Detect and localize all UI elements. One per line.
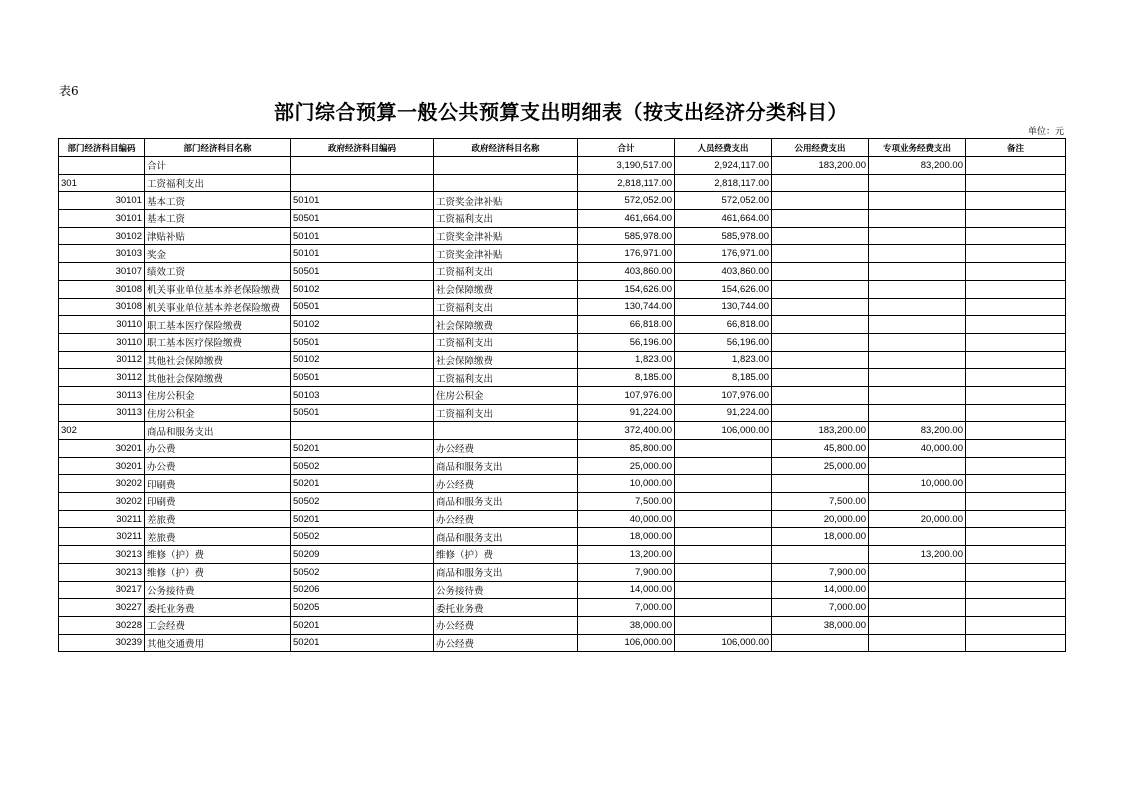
- header-note: 备注: [966, 139, 1066, 157]
- table-row: [59, 316, 1066, 334]
- header-dept-code: 部门经济科目编码: [59, 139, 145, 157]
- cell-special: 83,200.00: [869, 157, 966, 175]
- cell-dept-name: 基本工资: [145, 192, 291, 210]
- cell-dept-code: [59, 157, 145, 175]
- cell-gov-code: 50501: [291, 369, 434, 387]
- cell-gov-name: 工资福利支出: [434, 404, 578, 422]
- cell-special: [869, 563, 966, 581]
- cell-gov-name: 工资奖金津补贴: [434, 227, 578, 245]
- cell-gov-name: 办公经费: [434, 475, 578, 493]
- cell-special: [869, 280, 966, 298]
- cell-personnel: [675, 493, 772, 511]
- cell-dept-name: 职工基本医疗保险缴费: [145, 333, 291, 351]
- table-row: [59, 280, 1066, 298]
- cell-personnel: [675, 528, 772, 546]
- cell-dept-name: 差旅费: [145, 528, 291, 546]
- table-row: [59, 245, 1066, 263]
- cell-dept-code: 30110: [59, 316, 145, 334]
- cell-public: [772, 316, 869, 334]
- cell-special: [869, 316, 966, 334]
- table-row: [59, 616, 1066, 634]
- cell-personnel: 106,000.00: [675, 422, 772, 440]
- cell-gov-code: 50502: [291, 493, 434, 511]
- header-gov-code: 政府经济科目编码: [291, 139, 434, 157]
- cell-dept-name: 基本工资: [145, 210, 291, 228]
- cell-gov-name: 办公经费: [434, 634, 578, 652]
- header-special: 专项业务经费支出: [869, 139, 966, 157]
- cell-dept-name: 维修（护）费: [145, 546, 291, 564]
- cell-special: [869, 263, 966, 281]
- cell-gov-name: 工资奖金津补贴: [434, 245, 578, 263]
- table-row: [59, 510, 1066, 528]
- cell-public: [772, 263, 869, 281]
- cell-dept-code: 30112: [59, 351, 145, 369]
- table-row: [59, 174, 1066, 192]
- cell-personnel: 107,976.00: [675, 386, 772, 404]
- cell-note: [966, 174, 1066, 192]
- cell-gov-code: [291, 422, 434, 440]
- cell-total: 18,000.00: [578, 528, 675, 546]
- cell-total: 461,664.00: [578, 210, 675, 228]
- cell-special: [869, 210, 966, 228]
- cell-dept-code: 30239: [59, 634, 145, 652]
- cell-gov-code: [291, 174, 434, 192]
- cell-note: [966, 386, 1066, 404]
- table-row: [59, 546, 1066, 564]
- cell-public: 25,000.00: [772, 457, 869, 475]
- cell-gov-name: 商品和服务支出: [434, 457, 578, 475]
- cell-gov-code: 50102: [291, 316, 434, 334]
- cell-gov-name: 工资福利支出: [434, 210, 578, 228]
- cell-total: 40,000.00: [578, 510, 675, 528]
- cell-dept-code: 30211: [59, 510, 145, 528]
- cell-gov-code: 50103: [291, 386, 434, 404]
- cell-gov-name: 维修（护）费: [434, 546, 578, 564]
- cell-gov-name: 工资福利支出: [434, 298, 578, 316]
- cell-dept-name: 办公费: [145, 440, 291, 458]
- cell-note: [966, 210, 1066, 228]
- cell-public: 38,000.00: [772, 616, 869, 634]
- cell-gov-name: 社会保障缴费: [434, 280, 578, 298]
- cell-gov-code: 50101: [291, 245, 434, 263]
- cell-dept-name: 绩效工资: [145, 263, 291, 281]
- cell-dept-code: 30110: [59, 333, 145, 351]
- cell-total: 38,000.00: [578, 616, 675, 634]
- cell-personnel: 56,196.00: [675, 333, 772, 351]
- cell-dept-code: 30108: [59, 298, 145, 316]
- cell-dept-name: 其他交通费用: [145, 634, 291, 652]
- cell-public: [772, 404, 869, 422]
- cell-gov-name: 工资福利支出: [434, 263, 578, 281]
- cell-public: [772, 333, 869, 351]
- cell-gov-code: 50101: [291, 192, 434, 210]
- cell-personnel: 461,664.00: [675, 210, 772, 228]
- cell-special: [869, 404, 966, 422]
- table-row: [59, 386, 1066, 404]
- cell-dept-name: 机关事业单位基本养老保险缴费: [145, 280, 291, 298]
- cell-dept-code: 30202: [59, 493, 145, 511]
- cell-gov-code: 50102: [291, 351, 434, 369]
- table-row: [59, 599, 1066, 617]
- cell-personnel: 8,185.00: [675, 369, 772, 387]
- cell-note: [966, 351, 1066, 369]
- cell-gov-code: 50205: [291, 599, 434, 617]
- cell-gov-name: 办公经费: [434, 510, 578, 528]
- table-row: [59, 457, 1066, 475]
- cell-dept-code: 30102: [59, 227, 145, 245]
- cell-dept-code: 30213: [59, 546, 145, 564]
- table-row: [59, 422, 1066, 440]
- cell-note: [966, 404, 1066, 422]
- cell-note: [966, 634, 1066, 652]
- cell-gov-name: [434, 157, 578, 175]
- table-row: [59, 581, 1066, 599]
- cell-note: [966, 157, 1066, 175]
- cell-note: [966, 369, 1066, 387]
- cell-personnel: [675, 457, 772, 475]
- cell-gov-code: 50101: [291, 227, 434, 245]
- cell-public: 7,000.00: [772, 599, 869, 617]
- cell-total: 85,800.00: [578, 440, 675, 458]
- cell-public: 20,000.00: [772, 510, 869, 528]
- cell-dept-name: 办公费: [145, 457, 291, 475]
- cell-dept-name: 差旅费: [145, 510, 291, 528]
- cell-gov-code: 50501: [291, 404, 434, 422]
- cell-personnel: 2,924,117.00: [675, 157, 772, 175]
- cell-dept-code: 30103: [59, 245, 145, 263]
- cell-dept-code: 30113: [59, 404, 145, 422]
- cell-note: [966, 581, 1066, 599]
- cell-dept-name: 商品和服务支出: [145, 422, 291, 440]
- cell-gov-code: 50501: [291, 333, 434, 351]
- cell-gov-name: 工资奖金津补贴: [434, 192, 578, 210]
- cell-gov-name: 办公经费: [434, 440, 578, 458]
- table-header-row: [59, 139, 1066, 157]
- cell-total: 66,818.00: [578, 316, 675, 334]
- cell-note: [966, 298, 1066, 316]
- cell-note: [966, 422, 1066, 440]
- cell-gov-code: 50501: [291, 210, 434, 228]
- cell-personnel: 106,000.00: [675, 634, 772, 652]
- cell-note: [966, 316, 1066, 334]
- cell-personnel: 130,744.00: [675, 298, 772, 316]
- cell-gov-name: 委托业务费: [434, 599, 578, 617]
- cell-total: 8,185.00: [578, 369, 675, 387]
- cell-total: 1,823.00: [578, 351, 675, 369]
- cell-special: [869, 528, 966, 546]
- table-row: [59, 563, 1066, 581]
- header-total: 合计: [578, 139, 675, 157]
- table-number: 表6: [59, 84, 79, 98]
- cell-public: [772, 245, 869, 263]
- cell-gov-code: 50206: [291, 581, 434, 599]
- cell-dept-name: 印刷费: [145, 475, 291, 493]
- cell-gov-code: 50501: [291, 298, 434, 316]
- cell-special: [869, 369, 966, 387]
- cell-special: [869, 386, 966, 404]
- cell-dept-name: 印刷费: [145, 493, 291, 511]
- cell-public: [772, 351, 869, 369]
- table-row: [59, 404, 1066, 422]
- cell-total: 585,978.00: [578, 227, 675, 245]
- cell-dept-name: 维修（护）费: [145, 563, 291, 581]
- table-row: [59, 528, 1066, 546]
- cell-public: 183,200.00: [772, 157, 869, 175]
- table-row: [59, 475, 1066, 493]
- cell-personnel: [675, 546, 772, 564]
- cell-dept-name: 机关事业单位基本养老保险缴费: [145, 298, 291, 316]
- cell-public: [772, 386, 869, 404]
- cell-note: [966, 245, 1066, 263]
- cell-personnel: 585,978.00: [675, 227, 772, 245]
- page-title: 部门综合预算一般公共预算支出明细表（按支出经济分类科目）: [274, 100, 848, 124]
- header-personnel: 人员经费支出: [675, 139, 772, 157]
- cell-note: [966, 227, 1066, 245]
- cell-personnel: 572,052.00: [675, 192, 772, 210]
- cell-dept-code: 30201: [59, 440, 145, 458]
- cell-special: 20,000.00: [869, 510, 966, 528]
- table-row: [59, 369, 1066, 387]
- cell-total: 154,626.00: [578, 280, 675, 298]
- cell-public: [772, 280, 869, 298]
- cell-note: [966, 616, 1066, 634]
- cell-public: [772, 475, 869, 493]
- cell-gov-code: 50201: [291, 475, 434, 493]
- cell-dept-code: 30202: [59, 475, 145, 493]
- cell-dept-code: 301: [59, 174, 145, 192]
- cell-gov-name: 商品和服务支出: [434, 493, 578, 511]
- cell-note: [966, 475, 1066, 493]
- cell-public: [772, 210, 869, 228]
- cell-dept-code: 30107: [59, 263, 145, 281]
- table-row: [59, 227, 1066, 245]
- cell-gov-name: [434, 422, 578, 440]
- cell-special: [869, 298, 966, 316]
- cell-gov-name: 公务接待费: [434, 581, 578, 599]
- cell-personnel: [675, 616, 772, 634]
- budget-detail-table: [58, 138, 1066, 652]
- cell-dept-name: 委托业务费: [145, 599, 291, 617]
- cell-special: 10,000.00: [869, 475, 966, 493]
- cell-public: [772, 192, 869, 210]
- cell-gov-code: 50209: [291, 546, 434, 564]
- table-row: [59, 333, 1066, 351]
- table-row: [59, 351, 1066, 369]
- cell-total: 7,900.00: [578, 563, 675, 581]
- cell-dept-code: 30211: [59, 528, 145, 546]
- cell-total: 403,860.00: [578, 263, 675, 281]
- cell-note: [966, 333, 1066, 351]
- cell-personnel: [675, 440, 772, 458]
- cell-gov-name: 商品和服务支出: [434, 528, 578, 546]
- cell-personnel: 1,823.00: [675, 351, 772, 369]
- cell-personnel: [675, 581, 772, 599]
- cell-dept-name: 工资福利支出: [145, 174, 291, 192]
- cell-gov-code: 50201: [291, 440, 434, 458]
- cell-total: 10,000.00: [578, 475, 675, 493]
- cell-personnel: [675, 475, 772, 493]
- cell-note: [966, 192, 1066, 210]
- cell-gov-code: 50201: [291, 634, 434, 652]
- header-public: 公用经费支出: [772, 139, 869, 157]
- cell-note: [966, 563, 1066, 581]
- cell-total: 372,400.00: [578, 422, 675, 440]
- cell-personnel: 403,860.00: [675, 263, 772, 281]
- cell-dept-name: 奖金: [145, 245, 291, 263]
- cell-total: 14,000.00: [578, 581, 675, 599]
- table-row: [59, 263, 1066, 281]
- cell-dept-code: 302: [59, 422, 145, 440]
- cell-special: [869, 245, 966, 263]
- cell-note: [966, 546, 1066, 564]
- cell-total: 56,196.00: [578, 333, 675, 351]
- cell-gov-name: 社会保障缴费: [434, 316, 578, 334]
- cell-total: 25,000.00: [578, 457, 675, 475]
- cell-gov-code: 50201: [291, 510, 434, 528]
- cell-public: 183,200.00: [772, 422, 869, 440]
- cell-special: [869, 599, 966, 617]
- cell-personnel: 91,224.00: [675, 404, 772, 422]
- table-row: [59, 192, 1066, 210]
- cell-personnel: 176,971.00: [675, 245, 772, 263]
- cell-special: 13,200.00: [869, 546, 966, 564]
- cell-total: 13,200.00: [578, 546, 675, 564]
- cell-total: 107,976.00: [578, 386, 675, 404]
- cell-special: [869, 227, 966, 245]
- cell-special: [869, 493, 966, 511]
- table-row: [59, 440, 1066, 458]
- table-row: [59, 210, 1066, 228]
- cell-dept-code: 30228: [59, 616, 145, 634]
- cell-dept-code: 30213: [59, 563, 145, 581]
- cell-special: [869, 581, 966, 599]
- cell-public: 7,900.00: [772, 563, 869, 581]
- table-row: [59, 634, 1066, 652]
- cell-note: [966, 528, 1066, 546]
- cell-dept-code: 30108: [59, 280, 145, 298]
- table-row: [59, 493, 1066, 511]
- cell-dept-code: 30112: [59, 369, 145, 387]
- cell-public: [772, 174, 869, 192]
- cell-total: 91,224.00: [578, 404, 675, 422]
- cell-gov-code: 50102: [291, 280, 434, 298]
- cell-special: 40,000.00: [869, 440, 966, 458]
- cell-personnel: 154,626.00: [675, 280, 772, 298]
- cell-dept-name: 其他社会保障缴费: [145, 369, 291, 387]
- cell-gov-name: [434, 174, 578, 192]
- cell-total: 7,000.00: [578, 599, 675, 617]
- cell-gov-name: 工资福利支出: [434, 369, 578, 387]
- cell-dept-name: 住房公积金: [145, 404, 291, 422]
- cell-total: 572,052.00: [578, 192, 675, 210]
- cell-dept-name: 其他社会保障缴费: [145, 351, 291, 369]
- cell-personnel: 2,818,117.00: [675, 174, 772, 192]
- cell-total: 3,190,517.00: [578, 157, 675, 175]
- cell-note: [966, 263, 1066, 281]
- cell-dept-name: 工会经费: [145, 616, 291, 634]
- cell-special: 83,200.00: [869, 422, 966, 440]
- cell-dept-name: 津贴补贴: [145, 227, 291, 245]
- cell-dept-code: 30113: [59, 386, 145, 404]
- cell-dept-code: 30217: [59, 581, 145, 599]
- cell-gov-name: 工资福利支出: [434, 333, 578, 351]
- cell-public: 7,500.00: [772, 493, 869, 511]
- cell-total: 106,000.00: [578, 634, 675, 652]
- cell-special: [869, 457, 966, 475]
- cell-special: [869, 351, 966, 369]
- cell-public: 14,000.00: [772, 581, 869, 599]
- cell-gov-code: 50201: [291, 616, 434, 634]
- cell-note: [966, 440, 1066, 458]
- cell-dept-code: 30201: [59, 457, 145, 475]
- cell-public: 45,800.00: [772, 440, 869, 458]
- cell-public: [772, 369, 869, 387]
- table-body: [59, 157, 1066, 652]
- cell-total: 130,744.00: [578, 298, 675, 316]
- cell-special: [869, 634, 966, 652]
- cell-note: [966, 493, 1066, 511]
- cell-gov-code: 50502: [291, 563, 434, 581]
- cell-dept-code: 30101: [59, 210, 145, 228]
- cell-total: 2,818,117.00: [578, 174, 675, 192]
- cell-gov-code: 50502: [291, 528, 434, 546]
- table-row: [59, 298, 1066, 316]
- cell-dept-name: 公务接待费: [145, 581, 291, 599]
- cell-note: [966, 457, 1066, 475]
- cell-gov-name: 住房公积金: [434, 386, 578, 404]
- cell-special: [869, 174, 966, 192]
- cell-special: [869, 333, 966, 351]
- cell-total: 176,971.00: [578, 245, 675, 263]
- cell-gov-code: [291, 157, 434, 175]
- cell-gov-name: 办公经费: [434, 616, 578, 634]
- cell-special: [869, 616, 966, 634]
- cell-note: [966, 510, 1066, 528]
- cell-dept-name: 合计: [145, 157, 291, 175]
- cell-personnel: [675, 510, 772, 528]
- header-dept-name: 部门经济科目名称: [145, 139, 291, 157]
- cell-note: [966, 280, 1066, 298]
- cell-dept-code: 30227: [59, 599, 145, 617]
- cell-personnel: [675, 563, 772, 581]
- cell-note: [966, 599, 1066, 617]
- table-row: [59, 157, 1066, 175]
- cell-dept-name: 职工基本医疗保险缴费: [145, 316, 291, 334]
- unit-label: 单位：元: [1027, 127, 1064, 137]
- cell-dept-name: 住房公积金: [145, 386, 291, 404]
- cell-personnel: 66,818.00: [675, 316, 772, 334]
- cell-gov-code: 50501: [291, 263, 434, 281]
- cell-gov-name: 社会保障缴费: [434, 351, 578, 369]
- cell-public: [772, 546, 869, 564]
- cell-total: 7,500.00: [578, 493, 675, 511]
- cell-special: [869, 192, 966, 210]
- cell-public: [772, 298, 869, 316]
- cell-public: [772, 227, 869, 245]
- header-gov-name: 政府经济科目名称: [434, 139, 578, 157]
- cell-gov-code: 50502: [291, 457, 434, 475]
- cell-dept-code: 30101: [59, 192, 145, 210]
- cell-personnel: [675, 599, 772, 617]
- cell-public: [772, 634, 869, 652]
- cell-gov-name: 商品和服务支出: [434, 563, 578, 581]
- cell-public: 18,000.00: [772, 528, 869, 546]
